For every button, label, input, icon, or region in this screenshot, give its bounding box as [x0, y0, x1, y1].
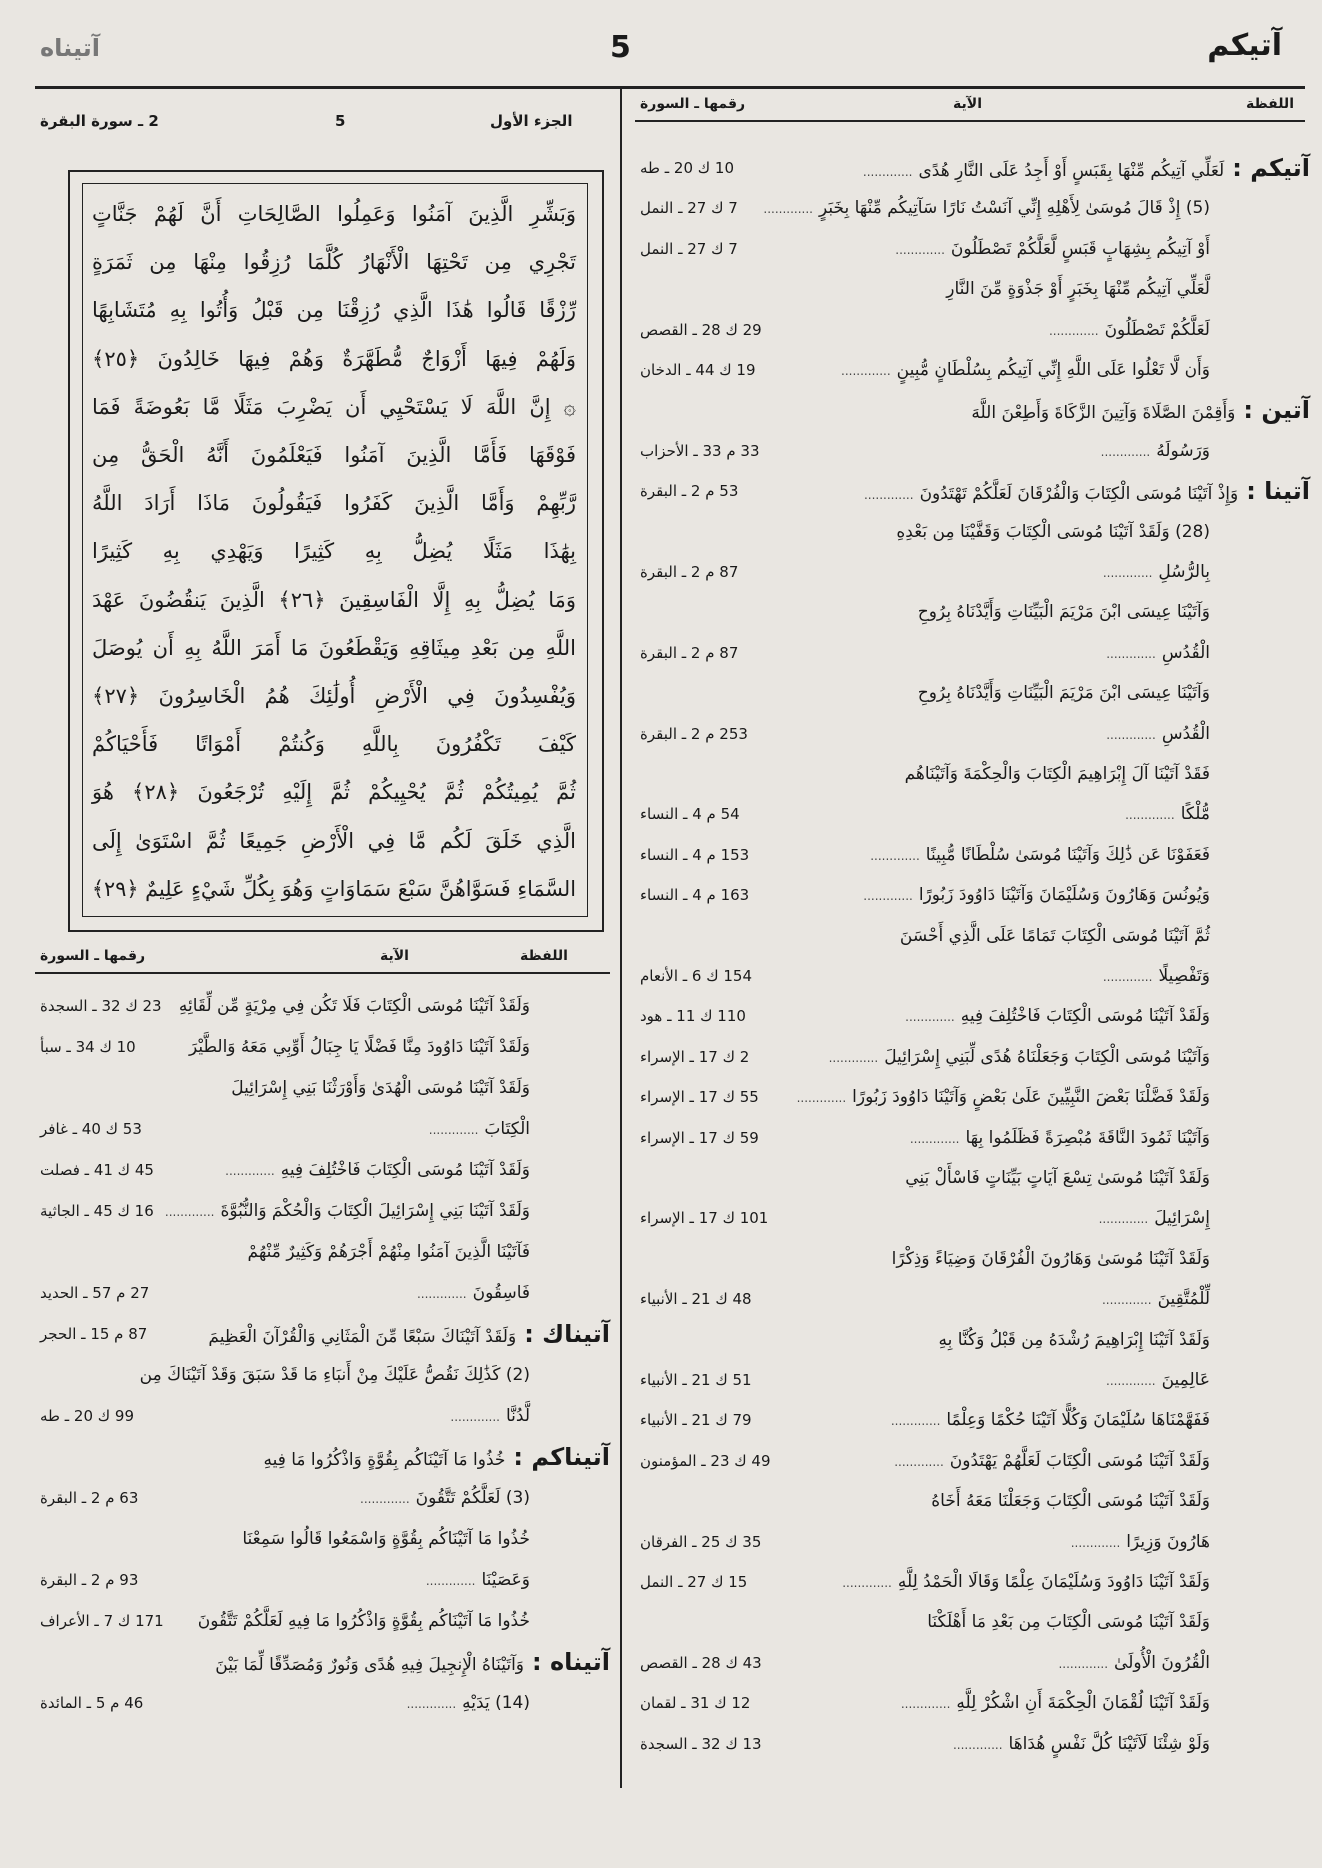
- verse-reference: 110 ك 11 ـ هود: [640, 1007, 746, 1026]
- verse-reference: 10 ك 34 ـ سبأ: [40, 1038, 136, 1056]
- concordance-line: [892, 1241, 1210, 1277]
- left-col-header-rule: [35, 972, 610, 974]
- verse-reference: 46 م 5 ـ المائدة: [40, 1694, 144, 1712]
- verse-text: أَوْ آتِيكُم بِشِهَابٍ قَبَسٍ لَّعَلَّكُمْ تَصْطَلُونَ: [950, 238, 1210, 259]
- dotted-leader: .............: [952, 1737, 1003, 1752]
- concordance-line: [426, 1562, 530, 1598]
- dotted-leader: .............: [428, 1123, 479, 1137]
- concordance-line: [841, 352, 1210, 388]
- verse-text: (3) لَعَلَّكُمْ تَتَّقُونَ: [415, 1488, 530, 1508]
- verse-text: لَّعَلِّي آتِيكُم مِّنْهَا بِخَبَرٍ أَوْ جَذْوَةٍ مِّنَ النَّارِ: [946, 279, 1210, 300]
- left-col-header-verse: الآية: [380, 948, 409, 964]
- verse-reference: 53 ك 40 ـ غافر: [40, 1120, 142, 1138]
- dotted-leader: .............: [1125, 808, 1175, 823]
- concordance-line: [931, 1483, 1210, 1519]
- headword: آتينا :: [1246, 477, 1310, 506]
- mushaf-line: رَّبِّهِمْ وَأَمَّا الَّذِينَ كَفَرُوا فَيَقُولُونَ مَاذَا أَرَادَ اللَّهُ: [92, 491, 576, 516]
- dotted-leader: .............: [863, 488, 914, 503]
- dotted-leader: .............: [1106, 727, 1156, 742]
- verse-reference: 7 ك 27 ـ النمل: [640, 199, 738, 218]
- verse-text: وَلَقَدْ آتَيْنَا مُوسَى الْكِتَابَ وَجَعَلْنَا مَعَهُ أَخَاهُ: [931, 1491, 1210, 1512]
- mushaf-surah: 2 ـ سورة البقرة: [40, 112, 159, 130]
- col-header-ref: رقمها ـ السورة: [640, 96, 746, 112]
- mushaf-line: اللَّهِ مِن بَعْدِ مِيثَاقِهِ وَيَقْطَعُونَ مَا أَمَرَ اللَّهُ بِهِ أَن يُوصَلَ: [92, 635, 576, 660]
- verse-text: وَلَقَدْ آتَيْنَا مُوسَى الْكِتَابَ مِن بَعْدِ مَا أَهْلَكْنَا: [927, 1612, 1210, 1633]
- headword: آتيناك :: [524, 1320, 610, 1348]
- concordance-line: [208, 1316, 610, 1352]
- verse-text: وَإِذْ آتَيْنَا مُوسَى الْكِتَابَ وَالْفُرْقَانَ لَعَلَّكُمْ تَهْتَدُونَ: [919, 484, 1239, 505]
- mushaf-line: الَّذِي خَلَقَ لَكُم مَّا فِي الْأَرْضِ جَمِيعًا ثُمَّ اسْتَوَىٰ إِلَى: [92, 828, 576, 853]
- verse-text: وَلَقَدْ آتَيْنَا مُوسَى الْهُدَىٰ وَأَوْرَثْنَا بَنِي إِسْرَائِيلَ: [231, 1078, 530, 1098]
- dotted-leader: .............: [890, 1414, 941, 1429]
- left-col-header-word: اللفظة: [520, 948, 568, 964]
- concordance-line: [1125, 796, 1210, 832]
- dotted-leader: .............: [406, 1697, 457, 1711]
- concordance-line: [927, 1604, 1210, 1640]
- verse-text: وَلَوْ شِئْنَا لَآتَيْنَا كُلَّ نَفْسٍ هُدَاهَا: [1008, 1733, 1210, 1754]
- left-col-header-ref: رقمها ـ السورة: [40, 948, 146, 964]
- dotted-leader: .............: [450, 1410, 500, 1424]
- col-header-word: اللفظة: [1246, 96, 1294, 112]
- verse-text: وَلَقَدْ آتَيْنَا مُوسَىٰ وَهَارُونَ الْفُرْقَانَ وَضِيَاءً وَذِكْرًا: [891, 1248, 1210, 1269]
- verse-reference: 55 ك 17 ـ الإسراء: [640, 1088, 759, 1107]
- verse-text: فَقَدْ آتَيْنَا آلَ إِبْرَاهِيمَ الْكِتَابَ وَالْحِكْمَةَ وَآتَيْنَاهُم: [904, 764, 1210, 784]
- verse-text: (28) وَلَقَدْ آتَيْنَا مُوسَى الْكِتَابَ وَقَفَّيْنَا مِن بَعْدِهِ: [896, 521, 1210, 542]
- col-header-rule: [635, 120, 1305, 122]
- verse-text: وَلَقَدْ آتَيْنَا مُوسَى الْكِتَابَ فَلَا تَكُن فِي مِرْيَةٍ مِّن لِّقَائِهِ: [178, 996, 530, 1016]
- dotted-leader: .............: [1098, 1212, 1149, 1227]
- concordance-line: [938, 1322, 1210, 1358]
- concordance-line: [763, 190, 1210, 226]
- verse-text: الْقُدُسِ: [1161, 723, 1210, 744]
- concordance-line: [1106, 635, 1210, 671]
- verse-text: وَرَسُولَهُ: [1156, 440, 1210, 461]
- verse-reference: 16 ك 45 ـ الجاثية: [40, 1202, 154, 1220]
- concordance-line: [263, 1439, 610, 1475]
- verse-text: وَلَقَدْ آتَيْنَاكَ سَبْعًا مِّنَ الْمَثَانِي وَالْقُرْآنَ الْعَظِيمَ: [208, 1327, 517, 1347]
- mushaf-line: كَيْفَ تَكْفُرُونَ بِاللَّهِ وَكُنتُمْ أَمْوَاتًا فَأَحْيَاكُمْ: [92, 732, 576, 757]
- dotted-leader: .............: [763, 202, 813, 217]
- verse-text: خُذُوا مَا آتَيْنَاكُم بِقُوَّةٍ وَاذْكُرُوا مَا فِيهِ: [263, 1450, 506, 1470]
- verse-text: مُّلْكًا: [1180, 804, 1210, 825]
- verse-reference: 10 ك 20 ـ طه: [640, 159, 735, 177]
- concordance-line: [179, 988, 530, 1024]
- mushaf-line: السَّمَاءِ فَسَوَّاهُنَّ سَبْعَ سَمَاوَاتٍ وَهُوَ بِكُلِّ شَيْءٍ عَلِيمٌ ﴿٢٩﴾: [91, 876, 577, 901]
- concordance-line: [894, 1443, 1210, 1479]
- verse-reference: 79 ك 21 ـ الأنبياء: [640, 1411, 752, 1430]
- verse-reference: 33 م 33 ـ الأحزاب: [640, 441, 760, 460]
- verse-reference: 99 ك 20 ـ طه: [40, 1407, 135, 1425]
- verse-text: وَلَقَدْ آتَيْنَا مُوسَى الْكِتَابَ فَاخْتُلِفَ فِيهِ: [280, 1160, 530, 1180]
- concordance-line: [863, 150, 1310, 186]
- dotted-leader: .............: [1106, 1374, 1156, 1388]
- verse-text: خُذُوا مَا آتَيْنَاكُم بِقُوَّةٍ وَاذْكُرُوا مَا فِيهِ لَعَلَّكُمْ تَتَّقُونَ: [197, 1611, 530, 1631]
- verse-text: وَأَقِمْنَ الصَّلَاةَ وَآتِينَ الزَّكَاةَ وَأَطِعْنَ اللَّهَ: [971, 403, 1236, 424]
- concordance-line: [946, 271, 1210, 307]
- verse-text: فَآتَيْنَا الَّذِينَ آمَنُوا مِنْهُمْ أَجْرَهُمْ وَكَثِيرٌ مِّنْهُمْ: [247, 1242, 530, 1262]
- verse-text: عَالِمِينَ: [1161, 1370, 1210, 1390]
- concordance-line: [864, 473, 1310, 509]
- concordance-line: [896, 514, 1210, 550]
- verse-text: وَأَن لَّا تَعْلُوا عَلَى اللَّهِ إِنِّي آتِيكُم بِسُلْطَانٍ مُّبِينٍ: [896, 360, 1210, 380]
- verse-reference: 19 ك 44 ـ الدخان: [640, 361, 756, 379]
- verse-reference: 53 م 2 ـ البقرة: [640, 482, 739, 501]
- verse-reference: 49 ك 23 ـ المؤمنون: [640, 1451, 771, 1470]
- verse-text: (2) كَذَٰلِكَ نَقُصُّ عَلَيْكَ مِنْ أَنبَاءِ مَا قَدْ سَبَقَ وَقَدْ آتَيْنَاكَ مِن: [139, 1365, 530, 1385]
- verse-text: وَلَقَدْ آتَيْنَا مُوسَى الْكِتَابَ فَاخْتُلِفَ فِيهِ: [960, 1006, 1210, 1027]
- dotted-leader: .............: [1102, 970, 1153, 984]
- concordance-line: [797, 1079, 1210, 1115]
- verse-reference: 87 م 2 ـ البقرة: [640, 563, 739, 581]
- dotted-leader: .............: [863, 889, 913, 904]
- verse-text: الْكِتَابَ: [484, 1119, 530, 1139]
- concordance-line: [429, 1111, 530, 1147]
- verse-text: وَلَقَدْ آتَيْنَا دَاوُودَ مِنَّا فَضْلًا يَا جِبَالُ أَوِّبِي مَعَهُ وَالطَّيْرَ: [188, 1037, 530, 1057]
- verse-text: وَلَقَدْ آتَيْنَا مُوسَى الْكِتَابَ لَعَلَّهُمْ يَهْتَدُونَ: [949, 1450, 1210, 1471]
- concordance-line: [905, 998, 1210, 1034]
- dotted-leader: .............: [1048, 323, 1099, 338]
- concordance-line: [863, 877, 1210, 913]
- verse-text: وَلَقَدْ آتَيْنَا لُقْمَانَ الْحِكْمَةَ أَنِ اشْكُرْ لِلَّهِ: [956, 1693, 1210, 1714]
- verse-text: إِسْرَائِيلَ: [1154, 1208, 1210, 1229]
- mushaf-line: وَمَا يُضِلُّ بِهِ إِلَّا الْفَاسِقِينَ ﴿٢٦﴾ الَّذِينَ يَنقُضُونَ عَهْدَ: [92, 587, 577, 612]
- mushaf-line: رِّزْقًا قَالُوا هَٰذَا الَّذِي رُزِقْنَا مِن قَبْلُ وَأُتُوا بِهِ مُتَشَابِهًا: [92, 298, 576, 323]
- concordance-line: [1103, 554, 1210, 590]
- mushaf-line: ۞ إِنَّ اللَّهَ لَا يَسْتَحْيِي أَن يَضْرِبَ مَثَلًا مَّا بَعُوضَةً فَمَا: [92, 394, 576, 419]
- dotted-leader: .............: [1058, 1656, 1109, 1671]
- concordance-line: [140, 1357, 530, 1393]
- mushaf-line: وَيُفْسِدُونَ فِي الْأَرْضِ أُولَٰئِكَ هُمُ الْخَاسِرُونَ ﴿٢٧﴾: [92, 684, 576, 708]
- headword: آتيكم :: [1232, 154, 1310, 182]
- concordance-line: [870, 837, 1210, 873]
- dotted-leader: .............: [164, 1205, 215, 1219]
- dotted-leader: .............: [360, 1492, 410, 1506]
- concordance-line: [918, 675, 1210, 711]
- concordance-line: [918, 594, 1210, 630]
- concordance-line: [189, 1029, 530, 1065]
- concordance-line: [891, 1402, 1210, 1438]
- dotted-leader: .............: [862, 165, 913, 179]
- concordance-line: [450, 1398, 530, 1434]
- concordance-line: [198, 1603, 530, 1639]
- verse-text: فَاسِقُونَ: [472, 1283, 530, 1303]
- dotted-leader: .............: [1100, 444, 1151, 459]
- verse-reference: 59 ك 17 ـ الإسراء: [640, 1128, 759, 1147]
- verse-text: لِّلْمُتَّقِينَ: [1157, 1289, 1210, 1310]
- concordance-line: [1103, 958, 1210, 994]
- dotted-leader: .............: [1102, 566, 1153, 580]
- dotted-leader: .............: [842, 1576, 892, 1590]
- header-rule: [35, 86, 1305, 89]
- verse-text: وَعَصَيْنَا: [481, 1570, 530, 1590]
- verse-reference: 54 م 4 ـ النساء: [640, 805, 740, 824]
- verse-reference: 7 ك 27 ـ النمل: [640, 239, 738, 258]
- concordance-line: [1049, 312, 1210, 348]
- dotted-leader: .............: [1106, 646, 1156, 661]
- verse-reference: 48 ك 21 ـ الأنبياء: [640, 1290, 752, 1309]
- verse-text: وَآتَيْنَا عِيسَى ابْنَ مَرْيَمَ الْبَيِّنَاتِ وَأَيَّدْنَاهُ بِرُوحِ: [917, 602, 1210, 623]
- dotted-leader: .............: [841, 364, 891, 378]
- dotted-leader: .............: [225, 1164, 275, 1178]
- concordance-line: [842, 1564, 1210, 1600]
- dotted-leader: .............: [1070, 1535, 1121, 1550]
- verse-reference: 43 ك 28 ـ القصص: [640, 1653, 762, 1672]
- dotted-leader: .............: [870, 848, 920, 863]
- headword: آتيناه :: [532, 1648, 610, 1676]
- verse-reference: 153 م 4 ـ النساء: [640, 845, 750, 864]
- concordance-line: [901, 1685, 1210, 1721]
- verse-text: الْقُدُسِ: [1161, 642, 1210, 663]
- verse-reference: 93 م 2 ـ البقرة: [40, 1571, 139, 1589]
- concordance-line: [895, 231, 1210, 267]
- dotted-leader: .............: [895, 242, 945, 257]
- concordance-line: [360, 1480, 530, 1516]
- dotted-leader: .............: [425, 1574, 476, 1588]
- dotted-leader: .............: [796, 1091, 847, 1106]
- concordance-line: [407, 1685, 530, 1721]
- mushaf-line: تَجْرِي مِن تَحْتِهَا الْأَنْهَارُ كُلَّمَا رُزِقُوا مِنْهَا مِن ثَمَرَةٍ: [92, 250, 576, 275]
- dotted-leader: .............: [894, 1454, 944, 1469]
- concordance-line: [905, 1160, 1210, 1196]
- verse-text: لَعَلَّكُمْ تَصْطَلُونَ: [1104, 319, 1210, 340]
- verse-reference: 101 ك 17 ـ الإسراء: [640, 1209, 769, 1228]
- dotted-leader: .............: [909, 1131, 960, 1146]
- mushaf-page: 5: [335, 112, 346, 130]
- column-divider: [620, 88, 622, 1788]
- verse-text: وَلَقَدْ آتَيْنَا مُوسَىٰ تِسْعَ آيَاتٍ بَيِّنَاتٍ فَاسْأَلْ بَنِي: [905, 1168, 1210, 1188]
- verse-text: الْقُرُونَ الْأُولَىٰ: [1114, 1652, 1210, 1673]
- concordance-line: [248, 1234, 530, 1270]
- concordance-line: [953, 1726, 1210, 1762]
- mushaf-line: بِهَٰذَا مَثَلًا يُضِلُّ بِهِ كَثِيرًا وَيَهْدِي بِهِ كَثِيرًا: [92, 539, 576, 564]
- concordance-line: [1058, 1645, 1210, 1681]
- verse-reference: 171 ك 7 ـ الأعراف: [40, 1612, 164, 1630]
- verse-text: وَيُونُسَ وَهَارُونَ وَسُلَيْمَانَ وَآتَيْنَا دَاوُودَ زَبُورًا: [918, 885, 1210, 906]
- concordance-line: [165, 1193, 530, 1229]
- mushaf-line: وَبَشِّرِ الَّذِينَ آمَنُوا وَعَمِلُوا الصَّالِحَاتِ أَنَّ لَهُمْ جَنَّاتٍ: [92, 202, 576, 226]
- verse-text: بِالرُّسُلِ: [1158, 562, 1210, 582]
- concordance-line: [829, 1039, 1210, 1075]
- verse-text: فَفَهَّمْنَاهَا سُلَيْمَانَ وَكُلًّا آتَيْنَا حُكْمًا وَعِلْمًا: [946, 1410, 1210, 1431]
- concordance-line: [1106, 1362, 1210, 1398]
- verse-text: وَلَقَدْ فَضَّلْنَا بَعْضَ النَّبِيِّينَ عَلَىٰ بَعْضٍ وَآتَيْنَا دَاوُودَ زَبُورًا: [852, 1087, 1210, 1108]
- concordance-line: [225, 1152, 530, 1188]
- verse-reference: 63 م 2 ـ البقرة: [40, 1489, 139, 1507]
- concordance-line: [910, 1120, 1210, 1156]
- verse-reference: 2 ك 17 ـ الإسراء: [640, 1047, 750, 1066]
- concordance-line: [1102, 1281, 1210, 1317]
- verse-reference: 87 م 15 ـ الحجر: [40, 1325, 148, 1343]
- concordance-line: [971, 392, 1310, 428]
- concordance-line: [215, 1644, 610, 1680]
- concordance-line: [1106, 716, 1210, 752]
- dotted-leader: .............: [905, 1010, 955, 1025]
- verse-text: وَتَفْصِيلًا: [1158, 966, 1210, 986]
- verse-text: لَّدُنَّا: [505, 1406, 530, 1426]
- running-header-first-word: آتيكم: [1207, 28, 1282, 63]
- verse-reference: 154 ك 6 ـ الأنعام: [640, 967, 753, 985]
- verse-text: خُذُوا مَا آتَيْنَاكُم بِقُوَّةٍ وَاسْمَعُوا قَالُوا سَمِعْنَا: [242, 1529, 530, 1549]
- concordance-line: [1099, 1200, 1210, 1236]
- running-header-last-word: آتيناه: [40, 34, 101, 62]
- verse-text: وَآتَيْنَا مُوسَى الْكِتَابَ وَجَعَلْنَاهُ هُدًى لِّبَنِي إِسْرَائِيلَ: [884, 1046, 1210, 1067]
- verse-reference: 35 ك 25 ـ الفرقان: [640, 1532, 762, 1551]
- mushaf-line: وَلَهُمْ فِيهَا أَزْوَاجٌ مُّطَهَّرَةٌ وَهُمْ فِيهَا خَالِدُونَ ﴿٢٥﴾: [92, 346, 576, 371]
- verse-text: فَعَفَوْنَا عَن ذَٰلِكَ وَآتَيْنَا مُوسَىٰ سُلْطَانًا مُّبِينًا: [925, 844, 1210, 865]
- verse-text: وَلَقَدْ آتَيْنَا إِبْرَاهِيمَ رُشْدَهُ مِن قَبْلُ وَكُنَّا بِهِ: [938, 1329, 1210, 1350]
- concordance-line: [905, 756, 1210, 792]
- verse-text: (14) يَدَيْهِ: [462, 1693, 530, 1713]
- concordance-line: [242, 1521, 530, 1557]
- verse-reference: 51 ك 21 ـ الأنبياء: [640, 1371, 752, 1389]
- verse-text: وَلَقَدْ آتَيْنَا بَنِي إِسْرَائِيلَ الْكِتَابَ وَالْحُكْمَ وَالنُّبُوَّةَ: [220, 1201, 530, 1221]
- verse-text: هَارُونَ وَزِيرًا: [1126, 1531, 1210, 1552]
- concordance-line: [231, 1070, 530, 1106]
- concordance-line: [417, 1275, 530, 1311]
- verse-text: وَآتَيْنَاهُ الْإِنجِيلَ فِيهِ هُدًى وَنُورٌ وَمُصَدِّقًا لِّمَا بَيْنَ: [215, 1655, 525, 1675]
- col-header-verse: الآية: [953, 96, 982, 112]
- concordance-line: [900, 918, 1210, 954]
- verse-text: وَلَقَدْ آتَيْنَا دَاوُودَ وَسُلَيْمَانَ عِلْمًا وَقَالَا الْحَمْدُ لِلَّهِ: [897, 1572, 1210, 1592]
- verse-text: لَعَلِّي آتِيكُم مِّنْهَا بِقَبَسٍ أَوْ أَجِدُ عَلَى النَّارِ هُدًى: [918, 161, 1225, 181]
- dotted-leader: .............: [416, 1287, 467, 1301]
- dotted-leader: .............: [1101, 1293, 1152, 1308]
- verse-reference: 87 م 2 ـ البقرة: [640, 643, 739, 662]
- verse-reference: 12 ك 31 ـ لقمان: [640, 1694, 751, 1713]
- verse-reference: 253 م 2 ـ البقرة: [640, 724, 748, 743]
- page-number: 5: [610, 30, 631, 65]
- dotted-leader: .............: [828, 1050, 879, 1065]
- verse-reference: 29 ك 28 ـ القصص: [640, 320, 762, 339]
- concordance-line: [1101, 433, 1210, 469]
- verse-reference: 13 ك 32 ـ السجدة: [640, 1734, 762, 1753]
- verse-text: (5) إِذْ قَالَ مُوسَىٰ لِأَهْلِهِ إِنِّي آنَسْتُ نَارًا سَآتِيكُم مِّنْهَا بِخَبَرٍ: [818, 198, 1210, 219]
- verse-reference: 163 م 4 ـ النساء: [640, 886, 750, 905]
- verse-text: ثُمَّ آتَيْنَا مُوسَى الْكِتَابَ تَمَامًا عَلَى الَّذِي أَحْسَنَ: [899, 925, 1210, 946]
- verse-reference: 45 ك 41 ـ فصلت: [40, 1161, 154, 1179]
- verse-reference: 27 م 57 ـ الحديد: [40, 1284, 150, 1302]
- concordance-line: [1071, 1524, 1210, 1560]
- dotted-leader: .............: [900, 1697, 951, 1712]
- headword: آتيناكم :: [513, 1443, 610, 1471]
- mushaf-line: ثُمَّ يُمِيتُكُمْ ثُمَّ يُحْيِيكُمْ ثُمَّ إِلَيْهِ تُرْجَعُونَ ﴿٢٨﴾ هُوَ: [92, 780, 576, 805]
- mushaf-line: فَوْقَهَا فَأَمَّا الَّذِينَ آمَنُوا فَيَعْلَمُونَ أَنَّهُ الْحَقُّ مِن: [92, 443, 576, 467]
- verse-text: وَآتَيْنَا ثَمُودَ النَّاقَةَ مُبْصِرَةً فَظَلَمُوا بِهَا: [965, 1127, 1210, 1148]
- headword: آتين :: [1243, 396, 1310, 425]
- mushaf-juz: الجزء الأول: [490, 112, 573, 130]
- verse-reference: 15 ك 27 ـ النمل: [640, 1573, 748, 1591]
- verse-reference: 23 ك 32 ـ السجدة: [40, 997, 162, 1015]
- verse-text: وَآتَيْنَا عِيسَى ابْنَ مَرْيَمَ الْبَيِّنَاتِ وَأَيَّدْنَاهُ بِرُوحِ: [917, 683, 1210, 704]
